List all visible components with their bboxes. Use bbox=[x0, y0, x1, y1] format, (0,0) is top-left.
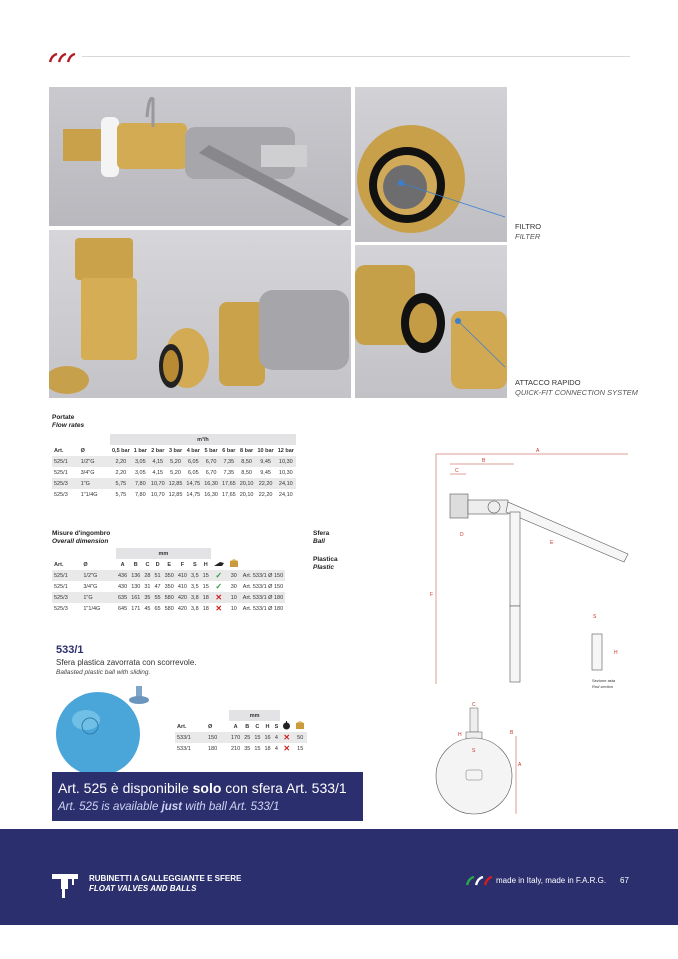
dims-cell: 171 bbox=[131, 605, 141, 612]
ball-header-cell: B bbox=[245, 723, 250, 730]
flow-cell: 9,45 bbox=[260, 469, 271, 476]
plastica-en: Plastic bbox=[313, 564, 334, 571]
flow-title-it: Portate bbox=[52, 414, 75, 421]
ball-qty: 50 bbox=[293, 732, 307, 743]
dims-cell: 645 bbox=[118, 605, 128, 612]
dim-label-a: A bbox=[536, 448, 540, 454]
ball-cell: 18 bbox=[264, 745, 271, 752]
flow-cell: 17,65 bbox=[220, 478, 238, 489]
dims-cell: 525/1 bbox=[54, 583, 68, 590]
flow-row bbox=[52, 489, 296, 500]
flow-cell: 9,45 bbox=[255, 456, 275, 467]
dims-cell: 420 bbox=[176, 592, 189, 603]
rod-section-label-en: Rod section bbox=[592, 684, 614, 689]
dims-cell: 15 bbox=[202, 583, 209, 590]
check-icon: ✓ bbox=[211, 570, 227, 581]
dim-label-b: B bbox=[482, 458, 486, 464]
flow-cell: 5,20 bbox=[167, 456, 185, 467]
flow-cell: 1"G bbox=[79, 478, 110, 489]
flow-cell: 14,75 bbox=[186, 491, 201, 498]
ball-cell: 16 bbox=[262, 732, 272, 743]
sfera-it: Sfera bbox=[313, 530, 330, 537]
flow-header-cell: 1 bar bbox=[133, 447, 147, 454]
ball-qty: 15 bbox=[297, 745, 304, 752]
flow-cell: 6,70 bbox=[205, 469, 217, 476]
quickfit-caption bbox=[515, 378, 638, 398]
dims-header-cell: B bbox=[133, 561, 138, 568]
ball-cell: 180 bbox=[207, 745, 218, 752]
valve-photo-disassembled bbox=[49, 230, 351, 398]
flow-cell: 12,85 bbox=[167, 478, 185, 489]
banner-post: con sfera Art. 533/1 bbox=[221, 780, 347, 796]
flow-cell: 4,15 bbox=[152, 469, 164, 476]
flow-cell: 6,05 bbox=[184, 456, 202, 467]
dims-cell: 525/3 bbox=[54, 605, 68, 612]
ball-dim-a: A bbox=[518, 762, 522, 768]
dims-cell: 18 bbox=[202, 605, 209, 612]
flow-cell: 5,75 bbox=[115, 491, 127, 498]
banner-line-it bbox=[58, 780, 347, 796]
ball-cell: 35 bbox=[244, 745, 251, 752]
dims-cell: 3,5 bbox=[191, 583, 199, 590]
dims-cell: 47 bbox=[154, 583, 161, 590]
ball-code: 533/1 bbox=[56, 644, 84, 656]
dims-ball: Art. 533/1 Ø 180 bbox=[242, 605, 284, 612]
dims-qty: 30 bbox=[227, 570, 241, 581]
dim-label-h: H bbox=[614, 650, 618, 656]
dims-cell: 525/3 bbox=[52, 592, 81, 603]
flow-cell: 1/2"G bbox=[79, 456, 110, 467]
ball-desc: Sfera plastica zavorrata con scorrevole. bbox=[56, 658, 197, 667]
ball-cell: 533/1 bbox=[177, 745, 191, 752]
ball-cell: 533/1 bbox=[175, 732, 206, 743]
flow-row bbox=[52, 478, 296, 489]
ball-header-cell: Art. bbox=[177, 723, 187, 730]
dims-title-it: Misure d'ingombro bbox=[52, 530, 111, 537]
box-icon bbox=[293, 721, 307, 732]
flow-header-cell: 2 bar bbox=[151, 447, 165, 454]
flow-cell: 1"1/4G bbox=[80, 491, 98, 498]
dims-row bbox=[52, 603, 285, 614]
rod-section-label: Sezione asta bbox=[592, 678, 616, 683]
flow-cell: 525/3 bbox=[54, 491, 68, 498]
cross-icon: ✕ bbox=[280, 732, 293, 743]
dims-row bbox=[52, 581, 285, 592]
banner-line-en bbox=[58, 801, 279, 813]
flow-cell: 525/3 bbox=[52, 478, 79, 489]
dims-cell: 350 bbox=[164, 583, 174, 590]
dims-cell: 430 bbox=[118, 583, 128, 590]
dims-cell: 130 bbox=[131, 583, 141, 590]
dims-table bbox=[52, 548, 285, 614]
flow-header-cell: Ø bbox=[80, 447, 85, 454]
box-icon bbox=[227, 559, 241, 570]
quickfit-photo bbox=[355, 245, 507, 398]
flow-cell: 22,20 bbox=[255, 478, 275, 489]
banner-pre-en: Art. 525 is available bbox=[58, 801, 162, 813]
flow-header-cell: 10 bar bbox=[257, 447, 274, 454]
dim-label-c: C bbox=[455, 468, 459, 474]
flow-cell: 12,85 bbox=[168, 491, 183, 498]
dims-header-cell: Ø bbox=[83, 561, 88, 568]
dims-cell: 31 bbox=[144, 583, 151, 590]
dims-title bbox=[52, 530, 110, 546]
dims-qty: 30 bbox=[230, 583, 237, 590]
flow-header-cell: Art. bbox=[54, 447, 64, 454]
dims-cell: 635 bbox=[116, 592, 129, 603]
ball-table bbox=[175, 710, 307, 754]
flow-cell: 16,30 bbox=[202, 478, 220, 489]
ball-header-cell: H bbox=[265, 723, 270, 730]
dims-cell: 3,8 bbox=[191, 605, 199, 612]
ball-cell: 15 bbox=[254, 745, 261, 752]
flow-cell: 525/1 bbox=[52, 456, 79, 467]
flow-cell: 8,50 bbox=[238, 456, 256, 467]
flow-header-cell: 12 bar bbox=[277, 447, 294, 454]
flow-header-cell: 6 bar bbox=[222, 447, 236, 454]
dims-header-cell: A bbox=[120, 561, 125, 568]
flow-cell: 5,20 bbox=[170, 469, 181, 476]
footer-title-en: FLOAT VALVES AND BALLS bbox=[89, 884, 197, 893]
flow-cell: 4,15 bbox=[149, 456, 167, 467]
flow-cell: 6,70 bbox=[202, 456, 220, 467]
flow-header-cell: 4 bar bbox=[186, 447, 200, 454]
dims-cell: 350 bbox=[163, 570, 176, 581]
ball-header-cell: S bbox=[274, 723, 279, 730]
flow-cell: 20,10 bbox=[238, 478, 256, 489]
availability-banner bbox=[52, 772, 363, 821]
ball-desc-en: Ballasted plastic ball with sliding. bbox=[56, 669, 151, 676]
flow-cell: 3/4"G bbox=[80, 469, 95, 476]
quickfit-label-en: QUICK-FIT CONNECTION SYSTEM bbox=[515, 388, 638, 397]
dim-label-e: E bbox=[550, 540, 554, 546]
cross-icon: ✕ bbox=[283, 744, 291, 753]
flow-cell: 7,35 bbox=[223, 469, 235, 476]
dims-cell: 1/2"G bbox=[81, 570, 116, 581]
flow-row bbox=[52, 467, 296, 478]
ball-unit: mm bbox=[229, 710, 280, 721]
flow-title-en: Flow rates bbox=[52, 422, 85, 429]
ball-row bbox=[175, 732, 307, 743]
ball-cell: 25 bbox=[242, 732, 252, 743]
dims-cell: 410 bbox=[177, 583, 187, 590]
dims-cell: 1"1/4G bbox=[83, 605, 101, 612]
ball-dim-c: C bbox=[472, 702, 476, 708]
dims-cell: 28 bbox=[142, 570, 152, 581]
dims-cell: 136 bbox=[129, 570, 142, 581]
header-rule bbox=[82, 56, 630, 57]
ball-row bbox=[175, 743, 307, 754]
dims-cell: 525/1 bbox=[52, 570, 81, 581]
flow-cell: 20,10 bbox=[239, 491, 254, 498]
dim-label-f: F bbox=[430, 592, 434, 598]
flow-cell: 22,20 bbox=[258, 491, 273, 498]
dims-header-cell: E bbox=[167, 561, 172, 568]
check-icon: ✓ bbox=[215, 582, 223, 591]
banner-pre: Art. 525 è disponibile bbox=[58, 780, 193, 796]
filter-label-en: FILTER bbox=[515, 232, 541, 241]
plastica-title bbox=[313, 556, 338, 572]
flow-cell: 24,10 bbox=[278, 491, 293, 498]
flow-cell: 10,30 bbox=[276, 456, 296, 467]
technical-drawing bbox=[428, 446, 638, 821]
dims-cell: 51 bbox=[153, 570, 163, 581]
dim-label-s: S bbox=[593, 614, 597, 620]
flow-header-cell: 3 bar bbox=[168, 447, 183, 454]
flow-cell: 8,50 bbox=[241, 469, 252, 476]
ball-header-cell: A bbox=[233, 723, 238, 730]
dims-qty: 10 bbox=[227, 592, 241, 603]
ball-dim-h: H bbox=[458, 732, 462, 738]
flow-unit: m³/h bbox=[110, 434, 296, 445]
page-number: 67 bbox=[620, 876, 629, 885]
ball-cell: 150 bbox=[206, 732, 229, 743]
flow-cell: 16,30 bbox=[204, 491, 218, 498]
dims-header-cell: H bbox=[203, 561, 208, 568]
flow-cell: 2,20 bbox=[115, 469, 127, 476]
ball-dim-b: B bbox=[510, 730, 514, 736]
flow-cell: 6,05 bbox=[187, 469, 199, 476]
dims-cell: 580 bbox=[164, 605, 174, 612]
flow-cell: 10,70 bbox=[150, 491, 165, 498]
dims-cell: 1"G bbox=[81, 592, 116, 603]
dims-header-cell: F bbox=[180, 561, 185, 568]
ball-cell: 4 bbox=[274, 745, 278, 752]
flow-table bbox=[52, 434, 296, 500]
ball-cell: 170 bbox=[229, 732, 242, 743]
ball-photo bbox=[50, 684, 160, 781]
valve-photo-assembled bbox=[49, 87, 351, 226]
flow-cell: 525/1 bbox=[54, 469, 68, 476]
dims-cell: 410 bbox=[176, 570, 189, 581]
tool-icon bbox=[211, 559, 227, 570]
sfera-en: Ball bbox=[313, 538, 325, 545]
flow-header-cell: 5 bar bbox=[204, 447, 218, 454]
dims-cell: 420 bbox=[177, 605, 187, 612]
dims-ball: Art. 533/1 Ø 150 bbox=[241, 570, 285, 581]
ball-color-icon bbox=[280, 721, 293, 732]
cross-icon: ✕ bbox=[211, 592, 227, 603]
flow-cell: 7,80 bbox=[132, 478, 149, 489]
flow-cell: 17,65 bbox=[221, 491, 236, 498]
dims-qty: 10 bbox=[230, 605, 237, 612]
flow-cell: 3,05 bbox=[134, 469, 146, 476]
flow-cell: 7,35 bbox=[220, 456, 238, 467]
dims-unit: mm bbox=[116, 548, 211, 559]
dims-row bbox=[52, 592, 285, 603]
dims-cell: 3/4"G bbox=[83, 583, 98, 590]
flow-row bbox=[52, 456, 296, 467]
dims-cell: 436 bbox=[116, 570, 129, 581]
flow-cell: 10,30 bbox=[278, 469, 293, 476]
dims-cell: 35 bbox=[142, 592, 152, 603]
dims-ball: Art. 533/1 Ø 180 bbox=[241, 592, 285, 603]
filter-photo bbox=[355, 87, 507, 242]
plastica-it: Plastica bbox=[313, 556, 338, 563]
dims-header-cell: Art. bbox=[54, 561, 64, 568]
flow-header-cell: 8 bar bbox=[240, 447, 254, 454]
dim-label-d: D bbox=[460, 532, 464, 538]
dims-cell: 65 bbox=[154, 605, 161, 612]
dims-cell: 3,8 bbox=[189, 592, 201, 603]
filter-caption bbox=[515, 222, 541, 242]
flow-cell: 14,75 bbox=[184, 478, 202, 489]
dims-cell: 3,5 bbox=[189, 570, 201, 581]
dims-header-cell: S bbox=[192, 561, 197, 568]
dims-row bbox=[52, 570, 285, 581]
dims-cell: 55 bbox=[153, 592, 163, 603]
footer-title-it: RUBINETTI A GALLEGGIANTE E SFERE bbox=[89, 874, 242, 883]
flow-title bbox=[52, 414, 84, 430]
valve-icon bbox=[52, 872, 80, 903]
filter-label: FILTRO bbox=[515, 222, 542, 231]
flow-cell: 24,10 bbox=[276, 478, 296, 489]
ball-header-cell: Ø bbox=[207, 723, 213, 730]
dims-ball: Art. 533/1 Ø 150 bbox=[242, 583, 284, 590]
banner-post-en: with ball Art. 533/1 bbox=[182, 801, 280, 813]
ball-header-cell: C bbox=[255, 723, 260, 730]
brand-marks-icon bbox=[48, 50, 78, 68]
dims-cell: 580 bbox=[163, 592, 176, 603]
made-in-text: made in Italy, made in F.A.R.G. bbox=[496, 876, 607, 885]
ball-cell: 210 bbox=[231, 745, 241, 752]
ball-dim-s: S bbox=[472, 748, 476, 754]
flow-cell: 3,05 bbox=[132, 456, 149, 467]
ball-cell: 4 bbox=[273, 732, 281, 743]
flow-header-cell: 0,5 bar bbox=[112, 447, 130, 454]
dims-header-cell: D bbox=[155, 561, 160, 568]
flow-cell: 2,20 bbox=[110, 456, 132, 467]
dims-cell: 15 bbox=[201, 570, 211, 581]
dims-title-en: Overall dimension bbox=[52, 538, 109, 545]
quickfit-label: ATTACCO RAPIDO bbox=[515, 378, 581, 387]
ball-cell: 15 bbox=[252, 732, 262, 743]
flow-cell: 5,75 bbox=[110, 478, 132, 489]
footer-title bbox=[89, 874, 241, 894]
cross-icon: ✕ bbox=[215, 604, 223, 613]
sfera-title bbox=[313, 530, 329, 546]
flow-cell: 7,80 bbox=[134, 491, 146, 498]
dims-header-cell: C bbox=[145, 561, 150, 568]
dims-cell: 45 bbox=[144, 605, 151, 612]
banner-bold-en: just bbox=[161, 801, 183, 813]
italian-flag-marks-icon bbox=[465, 873, 493, 891]
dims-cell: 18 bbox=[201, 592, 211, 603]
dims-cell: 161 bbox=[129, 592, 142, 603]
flow-cell: 10,70 bbox=[149, 478, 167, 489]
banner-bold: solo bbox=[192, 780, 222, 796]
